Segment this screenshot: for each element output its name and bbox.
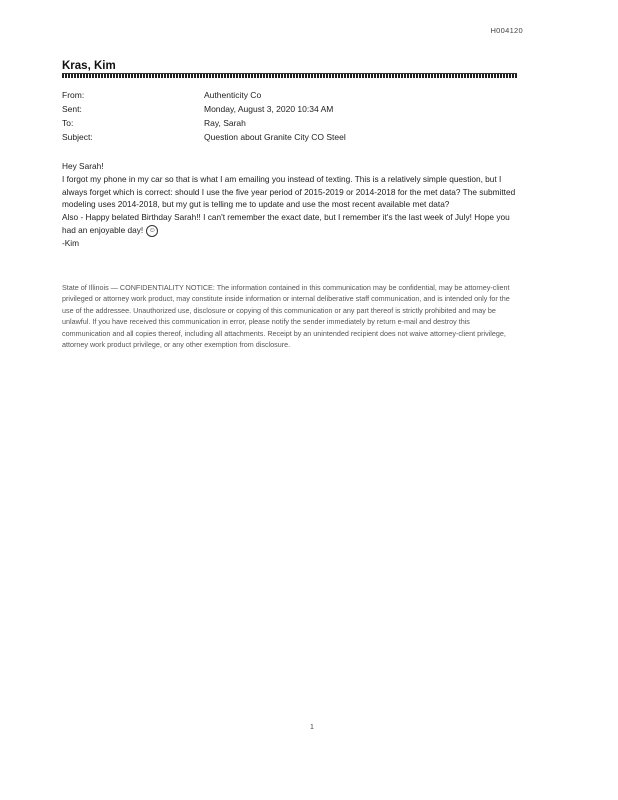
greeting: Hey Sarah!: [62, 161, 104, 171]
header-label: Sent:: [62, 104, 82, 114]
header-rule: [62, 73, 517, 78]
header-label: From:: [62, 90, 85, 100]
header-row-sent: [62, 102, 482, 116]
email-headers: [62, 88, 482, 144]
body-paragraph: I forgot my phone in my car so that is what I am emailing you instead of texting. This is a relatively simple question, but I always forget which is correct: should I use the five year period of 2015-2019 or 2014-2018 for the met data? The submitted modeling uses 2014-2018, but my gut is telling me to update and use the most recent available met data?: [62, 173, 516, 210]
header-value-sent: Monday, August 3, 2020 10:34 AM: [204, 104, 334, 114]
header-label: To:: [62, 118, 74, 128]
email-body: [62, 160, 517, 250]
header-row-to: [62, 116, 482, 130]
sender-name: Kras, Kim: [62, 60, 116, 72]
header-value-to: Ray, Sarah: [204, 118, 246, 128]
header-value-subject: Question about Granite City CO Steel: [204, 132, 346, 142]
header-label: Subject:: [62, 132, 93, 142]
birthday-text: Also - Happy belated Birthday Sarah!! I can't remember the exact date, but I remember it's the last week of July! Hope you had an enjoyable day!: [62, 212, 510, 235]
header-row-subject: [62, 130, 482, 144]
body-paragraph: [62, 211, 517, 237]
page-number: 1: [310, 724, 314, 731]
header-row-from: [62, 88, 482, 102]
smiley-icon: ☺: [146, 225, 158, 237]
signoff: -Kim: [62, 237, 80, 248]
header-value-from: Authenticity Co: [204, 90, 262, 100]
bates-number: H004120: [490, 26, 523, 35]
confidentiality-notice: State of Illinois — CONFIDENTIALITY NOTICE: The information contained in this communication may be confidential, may be attorney-client privileged or attorney work product, may constitute inside information or internal deliberative staff communication, and is intended only for the use of the addressee. Unauthorized use, disclosure or copying of this communication or any part thereof is strictly prohibited and may be unlawful. If you have received this communication in error, please notify the sender immediately by return e-mail and destroy this communication and all copies thereof, including all attachments. Receipt by an unintended recipient does not waive attorney-client privilege, attorney work product privilege, or any other exemption from disclosure.: [62, 283, 510, 350]
